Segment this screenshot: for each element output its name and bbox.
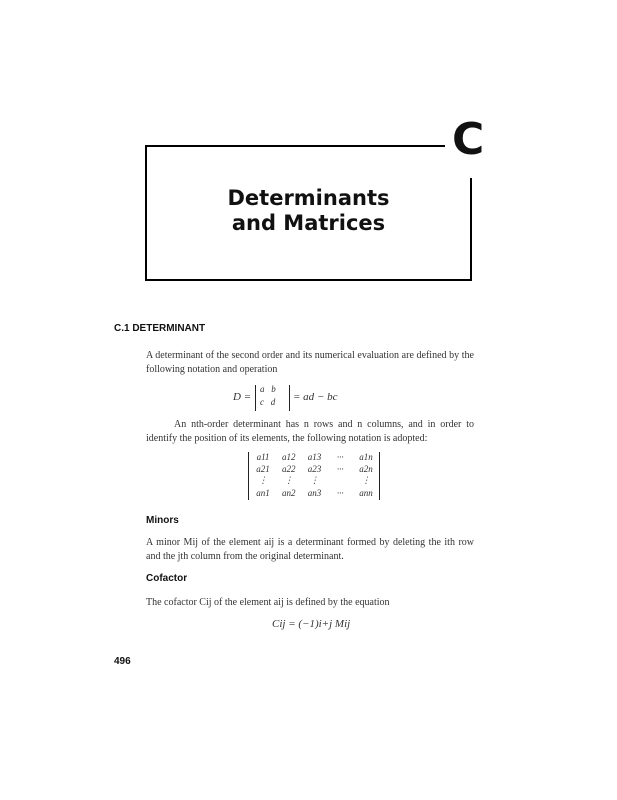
matrix-cell: a11 <box>256 452 270 462</box>
matrix-cell: a13 <box>307 452 322 462</box>
matrix-cell: a2n <box>359 464 373 474</box>
matrix-cell: ⋮ <box>284 475 294 485</box>
nth-order-paragraph: An nth-order determinant has n rows and n columns, and in order to identify the position of its elements, the following notation is adopted: <box>146 419 474 444</box>
matrix-cell: a21 <box>256 464 270 474</box>
matrix-cell: ⋮ <box>258 475 268 485</box>
equation-rhs: = ad − bc <box>293 391 338 403</box>
cofactor-paragraph: The cofactor Cij of the element aij is defined by the equation <box>146 597 390 608</box>
matrix-cell: ann <box>359 488 373 498</box>
matrix-cell: a12 <box>282 452 296 462</box>
chapter-frame-top <box>145 145 445 147</box>
cofactor-heading: Cofactor <box>146 573 188 584</box>
section-heading: C.1 DETERMINANT <box>114 323 206 334</box>
matrix-cell: an1 <box>256 488 270 498</box>
equation-row1: a b <box>260 384 276 394</box>
matrix-cell: an3 <box>307 488 322 498</box>
equation-lhs: D = <box>233 391 252 403</box>
page-number: 496 <box>114 656 131 667</box>
matrix-cell: ··· <box>336 452 344 462</box>
minors-heading: Minors <box>146 515 179 526</box>
chapter-title <box>146 186 471 236</box>
matrix-cell <box>329 475 351 486</box>
intro-paragraph: A determinant of the second order and its numerical evaluation are defined by the following notation and operation <box>146 350 474 375</box>
matrix-cell: a1n <box>359 452 373 462</box>
chapter-title-line1: Determinants <box>227 186 390 210</box>
matrix-cell: a23 <box>307 464 322 474</box>
matrix-row-4 <box>252 488 377 498</box>
minors-paragraph: A minor Mij of the element aij is a determinant formed by deleting the ith row and the jth column from the original determinant. <box>146 537 474 562</box>
nth-order-determinant <box>248 452 380 500</box>
equation-row2: c d <box>260 397 276 407</box>
matrix-row-1 <box>252 452 377 462</box>
cofactor-equation: Cij = (−1)i+j Mij <box>272 618 351 630</box>
chapter-letter: C <box>452 114 485 165</box>
matrix-cell: ··· <box>336 488 344 498</box>
matrix-bar-right <box>379 452 380 500</box>
matrix-cell: an2 <box>282 488 296 498</box>
chapter-frame-bottom <box>145 279 472 281</box>
matrix-cell: ··· <box>336 464 344 474</box>
matrix-row-3 <box>252 475 377 486</box>
chapter-title-line2: and Matrices <box>231 211 386 235</box>
matrix-row-2 <box>252 464 377 474</box>
matrix-cell: a22 <box>282 464 296 474</box>
matrix-bar-left <box>248 452 249 500</box>
equation-bar-left <box>255 385 256 411</box>
matrix-cell: ⋮ <box>310 475 319 485</box>
matrix-cell: ⋮ <box>361 475 371 485</box>
equation-bar-right <box>289 385 290 411</box>
